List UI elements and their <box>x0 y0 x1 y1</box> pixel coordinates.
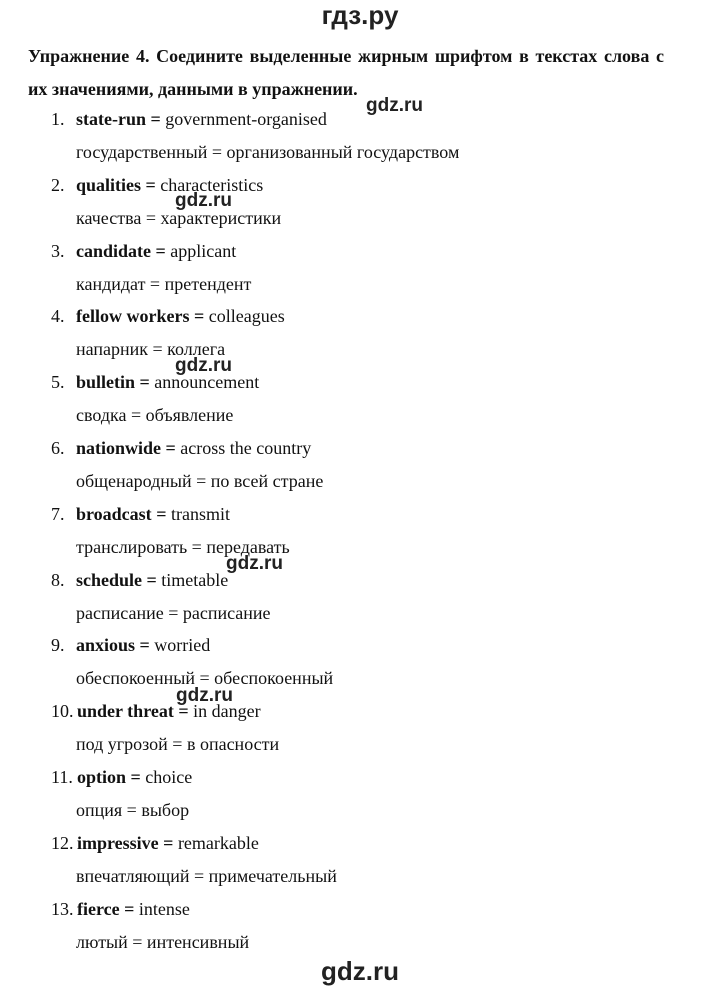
english-pair <box>77 827 259 860</box>
equals-sign: = <box>189 306 209 327</box>
list-item <box>0 629 720 695</box>
english-pair <box>76 498 230 531</box>
equals-sign: = <box>173 701 194 722</box>
english-pair <box>76 629 210 662</box>
meaning: colleagues <box>208 306 285 327</box>
meaning: remarkable <box>177 832 259 853</box>
item-number: 7. <box>51 503 65 524</box>
english-pair <box>77 761 192 794</box>
watermark: gdz.ru <box>366 95 423 116</box>
watermark: gdz.ru <box>175 355 232 376</box>
item-number: 13. <box>51 898 74 919</box>
list-item <box>0 366 720 432</box>
equals-sign: = <box>135 635 155 656</box>
bold-word: schedule <box>76 569 143 590</box>
bold-word: anxious <box>76 635 136 656</box>
equals-sign: = <box>141 174 161 195</box>
meaning: applicant <box>170 240 237 261</box>
list-item <box>0 695 720 761</box>
item-number: 1. <box>51 109 65 129</box>
answer-list <box>0 103 720 958</box>
list-item <box>0 432 720 498</box>
russian-translation: опция = выбор <box>76 799 190 820</box>
item-number: 10. <box>51 701 74 722</box>
meaning: transmit <box>170 503 230 524</box>
header-site-name: гдз.ру <box>321 0 399 30</box>
meaning: intense <box>138 898 190 919</box>
meaning: in danger <box>193 701 261 722</box>
english-pair <box>76 564 228 597</box>
english-pair <box>76 169 263 202</box>
equals-sign: = <box>146 109 166 129</box>
exercise-instruction: Упражнение 4. Соедините выделенные жирным шрифтом в текстах слова с их значениями, данными в упражнении. <box>28 46 664 99</box>
russian-translation: сводка = объявление <box>76 405 234 426</box>
russian-translation: впечатляющий = примечательный <box>76 865 337 886</box>
english-pair <box>76 300 285 333</box>
equals-sign: = <box>151 240 171 261</box>
english-pair <box>76 103 327 136</box>
list-item <box>0 103 720 169</box>
list-item <box>0 235 720 301</box>
english-pair <box>77 893 190 926</box>
english-pair <box>77 695 261 728</box>
list-item <box>0 300 720 366</box>
item-number: 12. <box>51 832 74 853</box>
equals-sign: = <box>126 766 146 787</box>
meaning: announcement <box>154 372 260 393</box>
russian-translation: расписание = расписание <box>76 602 271 623</box>
meaning: choice <box>145 766 193 787</box>
english-pair <box>76 432 311 465</box>
bold-word: fellow workers <box>76 306 190 327</box>
russian-translation: лютый = интенсивный <box>76 931 250 952</box>
equals-sign: = <box>135 372 155 393</box>
russian-translation: напарник = коллега <box>76 339 226 360</box>
bold-word: impressive <box>77 832 159 853</box>
list-item <box>0 761 720 827</box>
bold-word: broadcast <box>76 503 152 524</box>
meaning: worried <box>154 635 211 656</box>
equals-sign: = <box>119 898 139 919</box>
russian-translation: обеспокоенный = обеспокоенный <box>76 668 334 689</box>
russian-translation: транслировать = передавать <box>76 536 290 557</box>
bold-word: candidate <box>76 240 152 261</box>
english-pair <box>76 235 236 268</box>
item-number: 8. <box>51 569 65 590</box>
russian-translation: под угрозой = в опасности <box>76 734 280 755</box>
item-number: 5. <box>51 372 65 393</box>
equals-sign: = <box>151 503 171 524</box>
meaning: across the country <box>180 437 312 458</box>
bold-word: fierce <box>77 898 120 919</box>
bold-word: qualities <box>76 174 142 195</box>
list-item <box>0 827 720 893</box>
bold-word: state-run <box>76 109 146 129</box>
watermark: gdz.ru <box>175 190 232 211</box>
item-number: 11. <box>51 766 73 787</box>
list-item <box>0 498 720 564</box>
item-number: 9. <box>51 635 65 656</box>
equals-sign: = <box>161 437 181 458</box>
russian-translation: общенародный = по всей стране <box>76 470 324 491</box>
russian-translation: кандидат = претендент <box>76 273 252 294</box>
bold-word: nationwide <box>76 437 162 458</box>
item-number: 2. <box>51 174 65 195</box>
equals-sign: = <box>158 832 178 853</box>
watermark: gdz.ru <box>176 685 233 706</box>
meaning: government-organised <box>165 109 327 129</box>
watermark: gdz.ru <box>226 553 283 574</box>
equals-sign: = <box>142 569 162 590</box>
russian-translation: государственный = организованный государством <box>76 142 460 162</box>
list-item <box>0 893 720 959</box>
meaning: timetable <box>161 569 229 590</box>
list-item <box>0 564 720 630</box>
item-number: 3. <box>51 240 65 261</box>
bold-word: under threat <box>77 701 174 722</box>
meaning: characteristics <box>160 174 264 195</box>
item-number: 6. <box>51 437 65 458</box>
footer-site-name: gdz.ru <box>321 956 399 986</box>
item-number: 4. <box>51 306 65 327</box>
bold-word: option <box>77 766 127 787</box>
bold-word: bulletin <box>76 372 136 393</box>
russian-translation: качества = характеристики <box>76 207 282 228</box>
list-item <box>0 169 720 235</box>
